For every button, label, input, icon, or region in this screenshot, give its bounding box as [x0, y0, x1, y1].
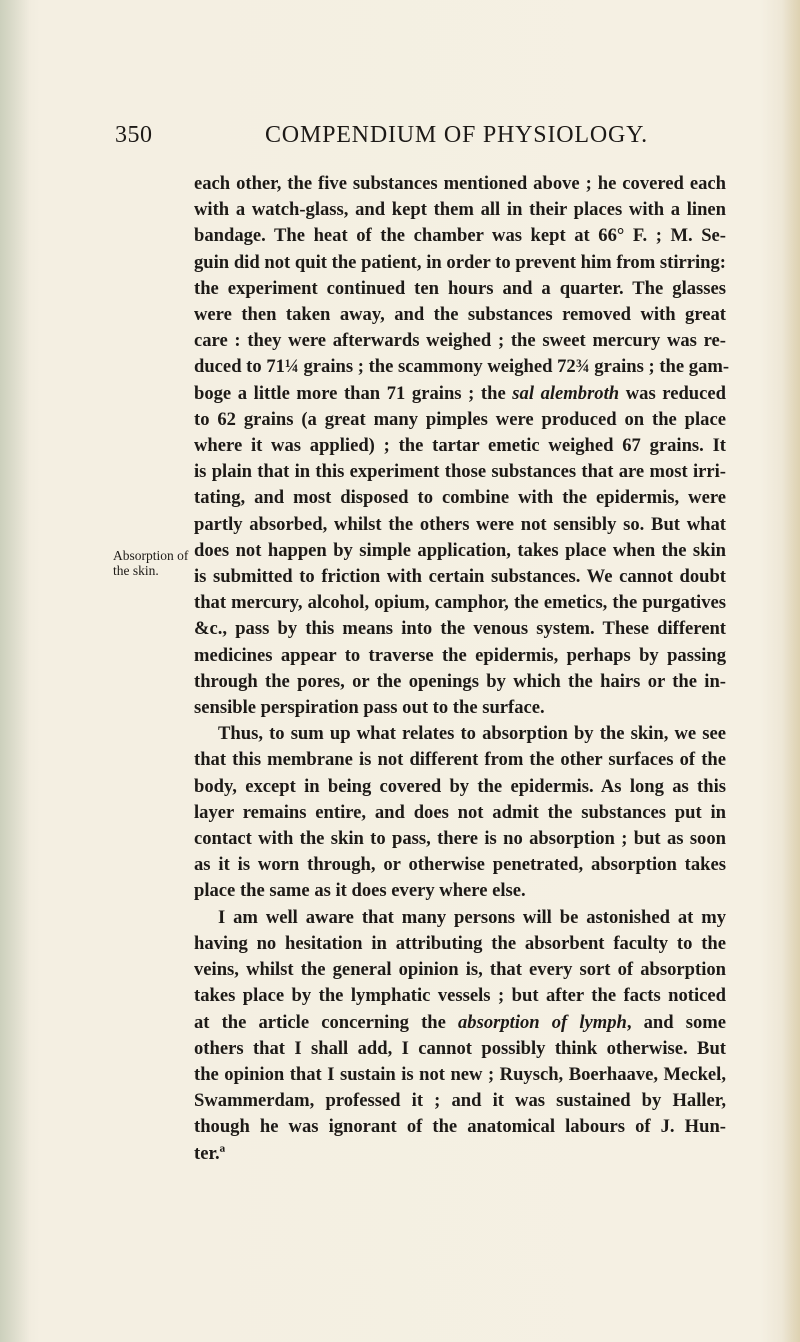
text-line: medicines appear to traverse the epidermis, perhaps by passing	[194, 644, 726, 666]
margin-note	[113, 548, 203, 578]
text-line: as it is worn through, or otherwise penetrated, absorption takes	[194, 854, 726, 876]
text-line: I am well aware that many persons will be astonished at my	[218, 906, 726, 928]
paragraph	[194, 721, 726, 904]
text-line: care : they were afterwards weighed ; the sweet mercury was re-	[194, 330, 726, 352]
text-line: tating, and most disposed to combine with the epidermis, were	[194, 487, 726, 509]
text-line: &c., pass by this means into the venous system. These different	[194, 618, 726, 640]
text-line: having no hesitation in attributing the absorbent faculty to the	[194, 932, 726, 954]
running-title: COMPENDIUM OF PHYSIOLOGY.	[265, 122, 648, 148]
paragraph	[194, 171, 730, 721]
text-line: at the article concerning the absorption of lymph, and some	[194, 1011, 727, 1033]
text-line: veins, whilst the general opinion is, that every sort of absorption	[194, 959, 726, 981]
text-line: the opinion that I sustain is not new ; Ruysch, Boerhaave, Meckel,	[194, 1063, 726, 1085]
text-line: bandage. The heat of the chamber was kept at 66° F. ; M. Se-	[194, 225, 726, 247]
text-line: layer remains entire, and does not admit the substances put in	[194, 801, 726, 823]
text-line: is submitted to friction with certain substances. We cannot doubt	[194, 566, 726, 588]
text-line: Swammerdam, professed it ; and it was sustained by Haller,	[194, 1090, 726, 1112]
text-line: guin did not quit the patient, in order to prevent him from stirring:	[194, 251, 726, 273]
page-edge	[782, 0, 800, 1342]
text-line: that mercury, alcohol, opium, camphor, the emetics, the purgatives	[194, 592, 726, 614]
text-line: boge a little more than 71 grains ; the sal alembroth was reduced	[194, 382, 726, 404]
text-line: though he was ignorant of the anatomical labours of J. Hun-	[194, 1116, 726, 1138]
text-line: where it was applied) ; the tartar emetic weighed 67 grains. It	[194, 435, 726, 457]
text-line: does not happen by simple application, takes place when the skin	[194, 539, 726, 561]
margin-note-line: Absorption of	[113, 548, 189, 563]
text-line: through the pores, or the openings by which the hairs or the in-	[194, 670, 726, 692]
text-line: to 62 grains (a great many pimples were produced on the place	[194, 408, 726, 430]
text-line: takes place by the lymphatic vessels ; but after the facts noticed	[194, 985, 726, 1007]
gutter-shadow	[0, 0, 30, 1342]
text-line: contact with the skin to pass, there is no absorption ; but as soon	[194, 828, 726, 850]
paragraph	[194, 905, 726, 1167]
text-line: body, except in being covered by the epidermis. As long as this	[194, 775, 726, 797]
text-line: is plain that in this experiment those substances that are most irri-	[194, 461, 726, 483]
body-text	[194, 171, 730, 1167]
margin-note-line: the skin.	[113, 563, 159, 578]
text-line: sensible perspiration pass out to the surface.	[194, 697, 545, 719]
text-line: place the same as it does every where else.	[194, 880, 526, 902]
text-line: duced to 71¼ grains ; the scammony weighed 72¾ grains ; the gam-	[194, 356, 730, 378]
text-line: the experiment continued ten hours and a quarter. The glasses	[194, 277, 726, 299]
text-line: with a watch-glass, and kept them all in their places with a linen	[194, 199, 726, 221]
running-header	[115, 122, 710, 152]
text-line: that this membrane is not different from the other surfaces of the	[194, 749, 726, 771]
text-line: were then taken away, and the substances removed with great	[194, 304, 726, 326]
text-line: others that I shall add, I cannot possibly think otherwise. But	[194, 1037, 726, 1059]
text-line: each other, the five substances mentioned above ; he covered each	[194, 173, 726, 194]
page-number: 350	[115, 122, 153, 148]
text-line: partly absorbed, whilst the others were not sensibly so. But what	[194, 513, 726, 535]
text-line: Thus, to sum up what relates to absorption by the skin, we see	[218, 723, 726, 745]
text-line: ter.ª	[194, 1142, 226, 1164]
